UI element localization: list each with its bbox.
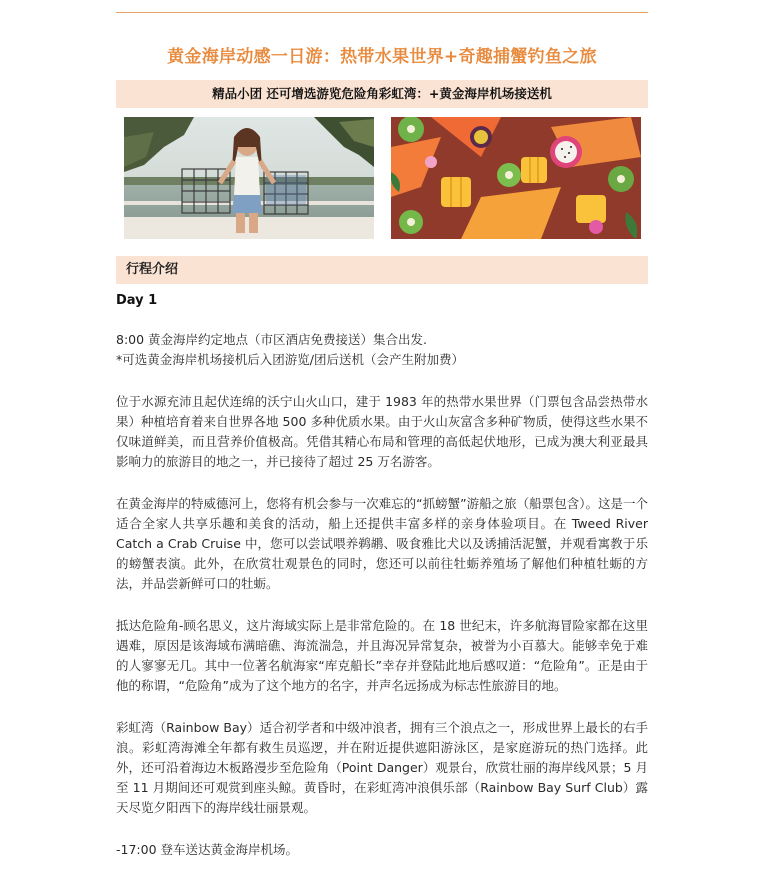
tropical-fruit-image — [391, 117, 641, 239]
itinerary-body — [116, 330, 648, 882]
airport-transfer-note: *可选黄金海岸机场接机后入团游览/团后送机（会产生附加费） — [116, 352, 464, 367]
subtitle-text: 精品小团 还可增选游览危险角彩虹湾：+黄金海岸机场接送机 — [212, 86, 552, 101]
point-danger-paragraph: 抵达危险角-顾名思义，这片海域实际上是非常危险的。在 18 世纪末，许多航海冒险家都在这里遇难，原因是该海域布满暗礁、海流湍急，并且海况异常复杂，被誉为小百慕大。能够幸免于难的人寥寥无几。其中一位著名航海家“库克船长”幸存并登陆此地后感叹道：“危险角”。正是由于他的称谓，“危险角”成为了这个地方的名字，并声名远扬成为标志性旅游目的地。 — [116, 618, 648, 693]
tropical-fruit-paragraph: 位于水源充沛且起伏连绵的沃宁山火山口，建于 1983 年的热带水果世界（门票包含品尝热带水果）种植培育着来自世界各地 500 多种优质水果。由于火山灰富含多种矿物质，使得这些水果不仅味道鲜美，而且营养价值极高。凭借其精心布局和管理的高低起伏地形，已成为澳大利亚最具影响力的旅游目的地之一，并已接待了超过 25 万名游客。 — [116, 394, 648, 469]
page-title: 黄金海岸动感一日游：热带水果世界+奇趣捕蟹钓鱼之旅 — [167, 47, 597, 67]
crab-cruise-photo — [124, 117, 374, 239]
departure-paragraph — [116, 330, 648, 370]
section-heading-text: 行程介绍 — [126, 262, 179, 277]
itinerary-section-header — [116, 256, 648, 284]
tropical-fruit-photo — [391, 117, 641, 239]
crab-cruise-paragraph: 在黄金海岸的特威德河上，您将有机会参与一次难忘的“抓螃蟹”游船之旅（船票包含）。这是一个适合全家人共享乐趣和美食的活动，船上还提供丰富多样的亲身体验项目。在 Tweed River Catch a Crab Cruise 中，您可以尝试喂养鹈鹕、吸食雅比犬以及诱捕活泥蟹，并观看寓教于乐的螃蟹表演。此外，在欣赏壮观景色的同时，您还可以前往牡蛎养殖场了解他们种植牡蛎的方法，并品尝新鲜可口的牡蛎。 — [116, 496, 648, 591]
subtitle-banner — [116, 80, 648, 108]
top-divider — [116, 12, 648, 13]
rainbow-bay-paragraph: 彩虹湾（Rainbow Bay）适合初学者和中级冲浪者，拥有三个浪点之一，形成世界上最长的右手浪。彩虹湾海滩全年都有救生员巡逻，并在附近提供遮阳游泳区，是家庭游玩的热门选择。此外，还可沿着海边木板路漫步至危险角（Point Danger）观景台，欣赏壮丽的海岸线风景；5 月至 11 月期间还可观赏到座头鲸。黄昏时，在彩虹湾冲浪俱乐部（Rainbow Bay Surf Club）露天尽览夕阳西下的海岸线壮丽景观。 — [116, 720, 648, 815]
day-label: Day 1 — [116, 293, 158, 308]
crab-cruise-image — [124, 117, 374, 239]
return-paragraph: -17:00 登车送达黄金海岸机场。 — [116, 842, 299, 857]
departure-line: 8:00 黄金海岸约定地点（市区酒店免费接送）集合出发. — [116, 332, 428, 347]
